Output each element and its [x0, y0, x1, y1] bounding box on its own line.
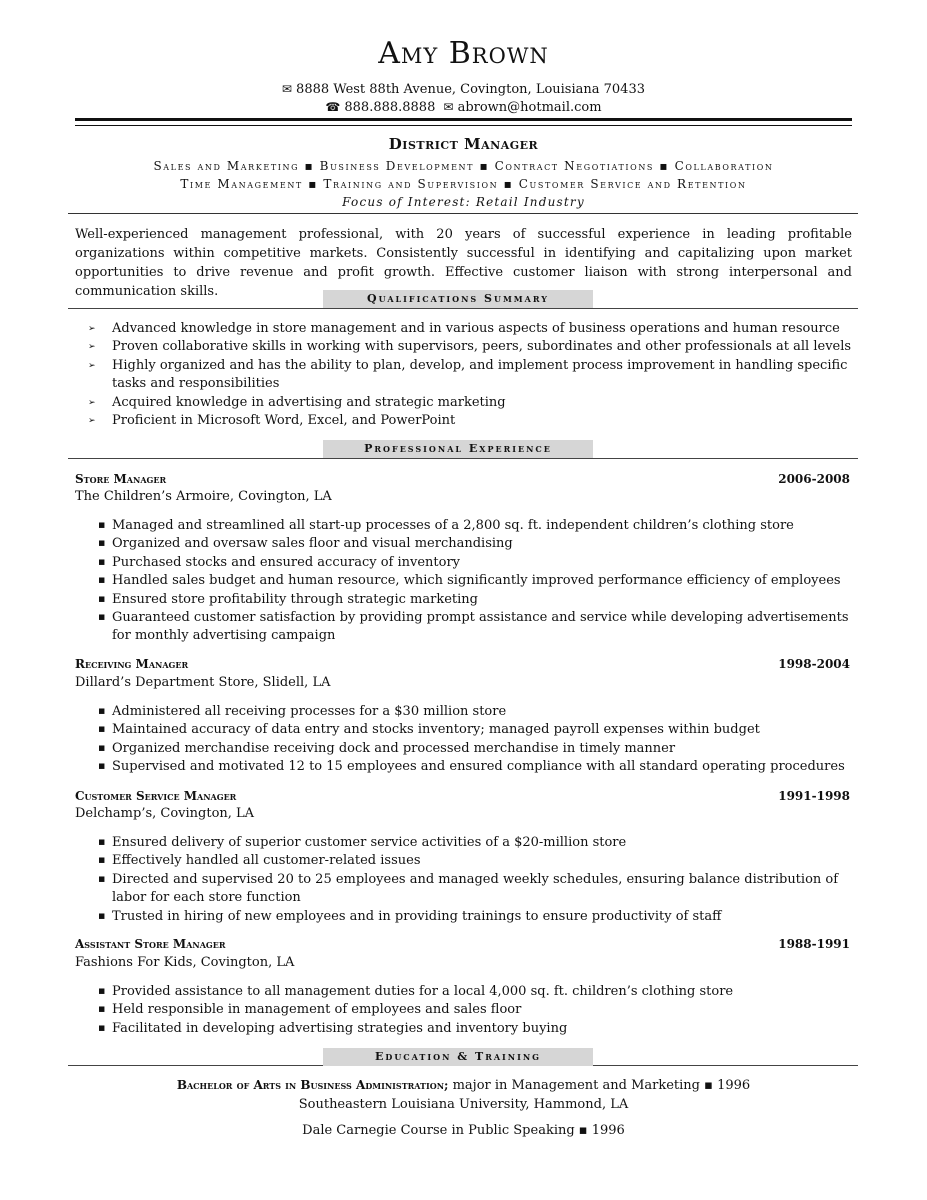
phone-icon: ☎ — [325, 100, 341, 114]
keywords-line-2: Time Management ▪ Training and Supervision ▪ Customer Service and Retention — [180, 177, 747, 191]
degree-name: Bachelor of Arts in Business Administration; — [176, 1078, 449, 1092]
square-bullet-icon: ▪ — [98, 835, 106, 848]
job-company: The Children’s Armoire, Covington, LA — [75, 489, 332, 504]
candidate-name: Amy Brown — [378, 36, 549, 71]
job-years: 1991-1998 — [778, 789, 850, 803]
arrow-bullet-icon: ➢ — [88, 416, 96, 427]
job-company: Delchamp’s, Covington, LA — [75, 806, 255, 821]
degree-detail: major in Management and Marketing ▪ 1996 — [448, 1078, 751, 1093]
job-duties-list — [98, 517, 850, 646]
envelope-icon: ✉ — [443, 100, 454, 114]
profile-summary: Well-experienced management professional, with 20 years of successful experience in leading profitable organizations within competitive markets. Consistently successful in identifying and capitalizing upon market opportunities to drive revenue and profit growth. Effective customer liaison with strong interpersonal and communication skills. — [75, 227, 852, 299]
square-bullet-icon: ▪ — [98, 554, 106, 568]
section-line-qualifications — [68, 308, 858, 309]
list-item: ➢ Advanced knowledge in store management and in various aspects of business operations and human resource — [88, 320, 858, 338]
job-duties-list — [98, 983, 850, 1038]
square-bullet-icon: ▪ — [98, 536, 106, 550]
list-item: ▪ Organized and oversaw sales floor and visual merchandising — [98, 536, 513, 552]
square-bullet-icon: ▪ — [98, 518, 106, 531]
list-item: ▪ Handled sales budget and human resource, which significantly improved performance efficiency of employees — [98, 573, 841, 589]
arrow-bullet-icon: ➢ — [88, 342, 96, 353]
square-bullet-icon: ▪ — [98, 722, 106, 736]
square-bullet-icon: ▪ — [98, 573, 106, 587]
contact-line — [0, 100, 927, 115]
list-item: ▪ Facilitated in developing advertising strategies and inventory buying — [98, 1020, 568, 1036]
title-rule — [68, 213, 858, 214]
list-item: ➢ Proven collaborative skills in working with supervisors, peers, subordinates and other professionals at all levels — [88, 338, 858, 356]
list-item: ➢ Highly organized and has the ability to plan, develop, and implement process improvement in handling specific tasks and responsibilities — [88, 357, 848, 392]
list-item: ▪ Ensured store profitability through strategic marketing — [98, 591, 478, 607]
job-years: 1998-2004 — [778, 657, 850, 671]
list-item: ▪ Effectively handled all customer-related issues — [98, 853, 421, 869]
list-item: ▪ Organized merchandise receiving dock and processed merchandise in timely manner — [98, 740, 676, 756]
square-bullet-icon: ▪ — [98, 984, 106, 997]
square-bullet-icon: ▪ — [98, 740, 106, 754]
list-item: ▪ Purchased stocks and ensured accuracy of inventory — [98, 554, 461, 570]
arrow-bullet-icon: ➢ — [88, 360, 96, 371]
job-duties-list — [98, 834, 850, 926]
job-company: Fashions For Kids, Covington, LA — [75, 955, 295, 970]
square-bullet-icon: ▪ — [98, 591, 106, 605]
email-text: abrown@hotmail.com — [457, 100, 602, 115]
square-bullet-icon: ▪ — [98, 1002, 106, 1016]
list-item: ▪ Directed and supervised 20 to 25 employees and managed weekly schedules, ensuring balance distribution of labor for each store function — [98, 871, 839, 906]
square-bullet-icon: ▪ — [98, 759, 106, 773]
job-title: Receiving Manager — [75, 657, 189, 671]
arrow-bullet-icon: ➢ — [88, 324, 96, 334]
list-item: ▪ Trusted in hiring of new employees and in providing trainings to ensure productivity of staff — [98, 908, 722, 924]
school-line: Southeastern Louisiana University, Hammond, LA — [298, 1097, 629, 1112]
list-item: ▪ Administered all receiving processes for a $30 million store — [98, 704, 507, 719]
mailbox-icon: ✉ — [281, 82, 293, 96]
job-title: Customer Service Manager — [75, 789, 237, 803]
list-item: ▪ Provided assistance to all management duties for a local 4,000 sq. ft. children’s clothing store — [98, 984, 734, 999]
square-bullet-icon: ▪ — [98, 1020, 106, 1034]
qualifications-list — [88, 320, 858, 430]
address-text: 8888 West 88th Avenue, Covington, Louisiana 70433 — [296, 82, 645, 97]
header-rule-thin — [75, 125, 852, 126]
list-item: ▪ Ensured delivery of superior customer service activities of a $20-million store — [98, 835, 627, 850]
section-heading-qualifications: Qualifications Summary — [323, 290, 593, 308]
list-item: ▪ Managed and streamlined all start-up processes of a 2,800 sq. ft. independent children’s clothing store — [98, 518, 794, 533]
job-title: Store Manager — [75, 472, 167, 486]
section-heading-education: Education & Training — [323, 1048, 593, 1066]
job-years: 2006-2008 — [778, 472, 850, 486]
list-item: ▪ Held responsible in management of employees and sales floor — [98, 1002, 522, 1018]
list-item: ▪ Guaranteed customer satisfaction by providing prompt assistance and service while developing advertisements for monthly advertising campaign — [98, 610, 849, 644]
keywords-line-1: Sales and Marketing ▪ Business Development ▪ Contract Negotiations ▪ Collaboration — [153, 159, 774, 173]
arrow-bullet-icon: ➢ — [88, 397, 96, 408]
course-line: Dale Carnegie Course in Public Speaking ▪ 1996 — [302, 1123, 625, 1138]
degree-line — [0, 1078, 927, 1093]
section-line-experience — [68, 458, 858, 459]
square-bullet-icon: ▪ — [98, 704, 106, 717]
job-title: Assistant Store Manager — [75, 937, 226, 951]
job-duties-list — [98, 703, 850, 777]
square-bullet-icon: ▪ — [98, 908, 106, 922]
list-item: ➢ Acquired knowledge in advertising and strategic marketing — [88, 394, 858, 412]
square-bullet-icon: ▪ — [98, 610, 106, 624]
job-company: Dillard’s Department Store, Slidell, LA — [75, 675, 331, 690]
target-title: District Manager — [388, 135, 539, 153]
section-heading-experience: Professional Experience — [323, 440, 593, 458]
list-item: ▪ Maintained accuracy of data entry and stocks inventory; managed payroll expenses within budget — [98, 722, 760, 738]
job-years: 1988-1991 — [778, 937, 850, 951]
address-line — [0, 82, 927, 97]
focus-of-interest: Focus of Interest: Retail Industry — [342, 195, 585, 209]
list-item: ➢ Proficient in Microsoft Word, Excel, and PowerPoint — [88, 412, 858, 430]
square-bullet-icon: ▪ — [98, 871, 106, 885]
list-item: ▪ Supervised and motivated 12 to 15 employees and ensured compliance with all standard operating procedures — [98, 759, 845, 775]
phone-text: 888.888.8888 — [344, 100, 436, 115]
square-bullet-icon: ▪ — [98, 853, 106, 867]
header-rule-thick — [75, 118, 852, 121]
